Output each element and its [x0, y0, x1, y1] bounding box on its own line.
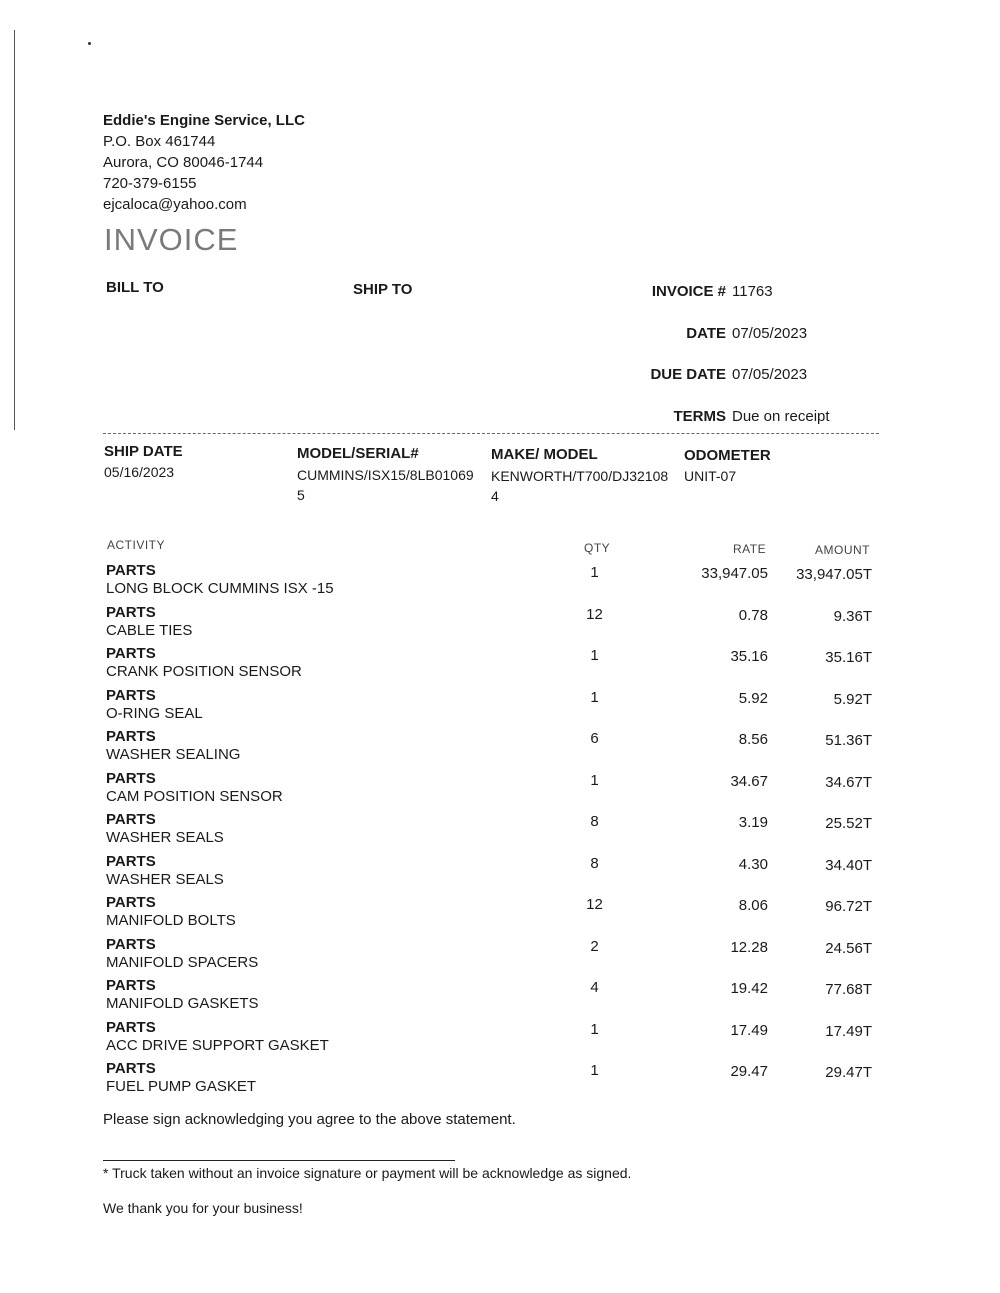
item-amount: 24.56T [825, 939, 872, 957]
item-qty: 12 [586, 896, 603, 913]
item-category: PARTS [106, 686, 156, 704]
document-title: INVOICE [104, 222, 239, 257]
ship-to-label: SHIP TO [353, 281, 413, 298]
item-description: WASHER SEALS [106, 870, 224, 888]
item-rate: 35.16 [730, 648, 768, 665]
item-description: MANIFOLD BOLTS [106, 912, 236, 929]
table-row [102, 853, 882, 895]
odometer-value: UNIT-07 [684, 468, 737, 484]
item-category: PARTS [106, 645, 156, 662]
terms-label: TERMS [673, 407, 726, 425]
item-rate: 19.42 [730, 980, 768, 997]
company-address-line1: P.O. Box 461744 [103, 133, 216, 150]
item-rate: 3.19 [738, 814, 768, 831]
make-model-value: KENWORTH/T700/DJ32108 [491, 468, 669, 484]
model-serial-label: MODEL/SERIAL# [297, 445, 419, 462]
item-category: PARTS [106, 811, 156, 828]
item-category: PARTS [106, 935, 156, 953]
table-row [102, 604, 882, 646]
ship-date-value: 05/16/2023 [104, 464, 175, 480]
table-row [102, 894, 882, 936]
item-qty: 1 [590, 1020, 599, 1038]
item-qty: 4 [590, 979, 599, 996]
company-phone: 720-379-6155 [103, 175, 197, 192]
item-rate: 33,947.05 [701, 565, 768, 582]
qty-header: QTY [584, 541, 611, 555]
item-qty: 1 [590, 647, 599, 664]
item-rate: 8.56 [738, 731, 768, 748]
item-qty: 1 [590, 688, 599, 706]
item-description: FUEL PUMP GASKET [106, 1078, 257, 1095]
item-category: PARTS [106, 603, 156, 621]
section-divider [103, 433, 879, 434]
odometer-label: ODOMETER [684, 447, 771, 464]
item-amount: 34.67T [825, 773, 872, 791]
invoice-number-label: INVOICE # [651, 283, 726, 300]
table-row [102, 1060, 882, 1102]
item-qty: 2 [590, 937, 599, 955]
table-row [102, 770, 882, 812]
item-rate: 17.49 [730, 1021, 768, 1039]
item-rate: 34.67 [730, 772, 768, 790]
item-qty: 8 [590, 854, 599, 872]
item-category: PARTS [106, 1018, 156, 1036]
item-qty: 1 [590, 1062, 599, 1079]
due-date-label: DUE DATE [650, 366, 726, 383]
company-name: Eddie's Engine Service, LLC [103, 112, 305, 129]
bill-to-label: BILL TO [106, 279, 164, 296]
invoice-meta [600, 281, 840, 447]
model-serial-value: CUMMINS/ISX15/8LB01069 [297, 467, 474, 483]
item-amount: 35.16T [825, 649, 872, 666]
item-rate: 5.92 [738, 689, 768, 707]
item-category: PARTS [106, 894, 156, 911]
make-model-label: MAKE/ MODEL [491, 446, 598, 463]
item-amount: 51.36T [825, 732, 872, 749]
table-row [102, 728, 882, 770]
item-amount: 33,947.05T [796, 566, 872, 583]
table-body [102, 562, 882, 1102]
item-rate: 4.30 [738, 855, 768, 873]
sign-note: Please sign acknowledging you agree to the above statement. [103, 1111, 516, 1128]
item-qty: 6 [590, 730, 599, 747]
company-address-line2: Aurora, CO 80046-1744 [103, 154, 264, 171]
item-qty: 12 [586, 605, 603, 623]
item-qty: 1 [590, 771, 599, 789]
ship-date-label: SHIP DATE [104, 443, 183, 460]
item-category: PARTS [106, 977, 156, 994]
item-description: CABLE TIES [106, 621, 193, 639]
activity-header: ACTIVITY [107, 538, 166, 552]
item-amount: 77.68T [825, 981, 872, 998]
invoice-number-value: 11763 [732, 283, 773, 300]
item-category: PARTS [106, 728, 156, 745]
item-description: MANIFOLD GASKETS [106, 995, 259, 1012]
table-row [102, 1019, 882, 1061]
item-description: O-RING SEAL [106, 704, 203, 722]
invoice-date-value: 07/05/2023 [732, 324, 808, 342]
table-header [102, 538, 882, 562]
item-amount: 29.47T [825, 1064, 872, 1081]
table-row [102, 936, 882, 978]
item-rate: 8.06 [738, 897, 768, 914]
due-date-value: 07/05/2023 [732, 366, 808, 383]
item-category: PARTS [106, 852, 156, 870]
item-description: ACC DRIVE SUPPORT GASKET [106, 1036, 329, 1054]
model-serial-value-cont: 5 [297, 487, 305, 503]
thanks-note: We thank you for your business! [103, 1200, 303, 1216]
invoice-number-row [600, 281, 840, 323]
item-description: CRANK POSITION SENSOR [106, 663, 302, 680]
table-row [102, 977, 882, 1019]
scan-edge-line [14, 30, 15, 430]
item-category: PARTS [106, 1060, 156, 1077]
item-rate: 29.47 [730, 1063, 768, 1080]
truck-note: * Truck taken without an invoice signature or payment will be acknowledge as signed. [103, 1165, 632, 1181]
item-amount: 34.40T [825, 856, 872, 874]
line-items-table [102, 538, 882, 1102]
item-rate: 0.78 [738, 606, 768, 624]
invoice-date-row [600, 323, 840, 365]
item-description: LONG BLOCK CUMMINS ISX -15 [106, 580, 334, 597]
scan-speck [88, 42, 91, 45]
item-qty: 8 [590, 813, 599, 830]
terms-row [600, 406, 840, 448]
item-category: PARTS [106, 769, 156, 787]
item-qty: 1 [590, 564, 599, 581]
invoice-date-label: DATE [686, 324, 726, 342]
due-date-row [600, 364, 840, 406]
item-amount: 17.49T [825, 1022, 872, 1040]
item-amount: 96.72T [825, 898, 872, 915]
table-row [102, 645, 882, 687]
amount-header: AMOUNT [815, 543, 870, 557]
make-model-value-cont: 4 [491, 488, 499, 504]
item-description: WASHER SEALING [106, 746, 241, 763]
item-description: CAM POSITION SENSOR [106, 787, 283, 805]
item-description: MANIFOLD SPACERS [106, 953, 259, 971]
item-amount: 5.92T [833, 690, 872, 708]
item-rate: 12.28 [730, 938, 768, 956]
signature-line [103, 1160, 455, 1161]
company-email: ejcaloca@yahoo.com [103, 196, 247, 213]
item-amount: 9.36T [833, 607, 872, 625]
terms-value: Due on receipt [732, 407, 830, 425]
item-description: WASHER SEALS [106, 829, 224, 846]
table-row [102, 687, 882, 729]
rate-header: RATE [733, 542, 767, 556]
company-info [103, 110, 305, 215]
table-row [102, 811, 882, 853]
item-amount: 25.52T [825, 815, 872, 832]
item-category: PARTS [106, 562, 156, 579]
table-row [102, 562, 882, 604]
